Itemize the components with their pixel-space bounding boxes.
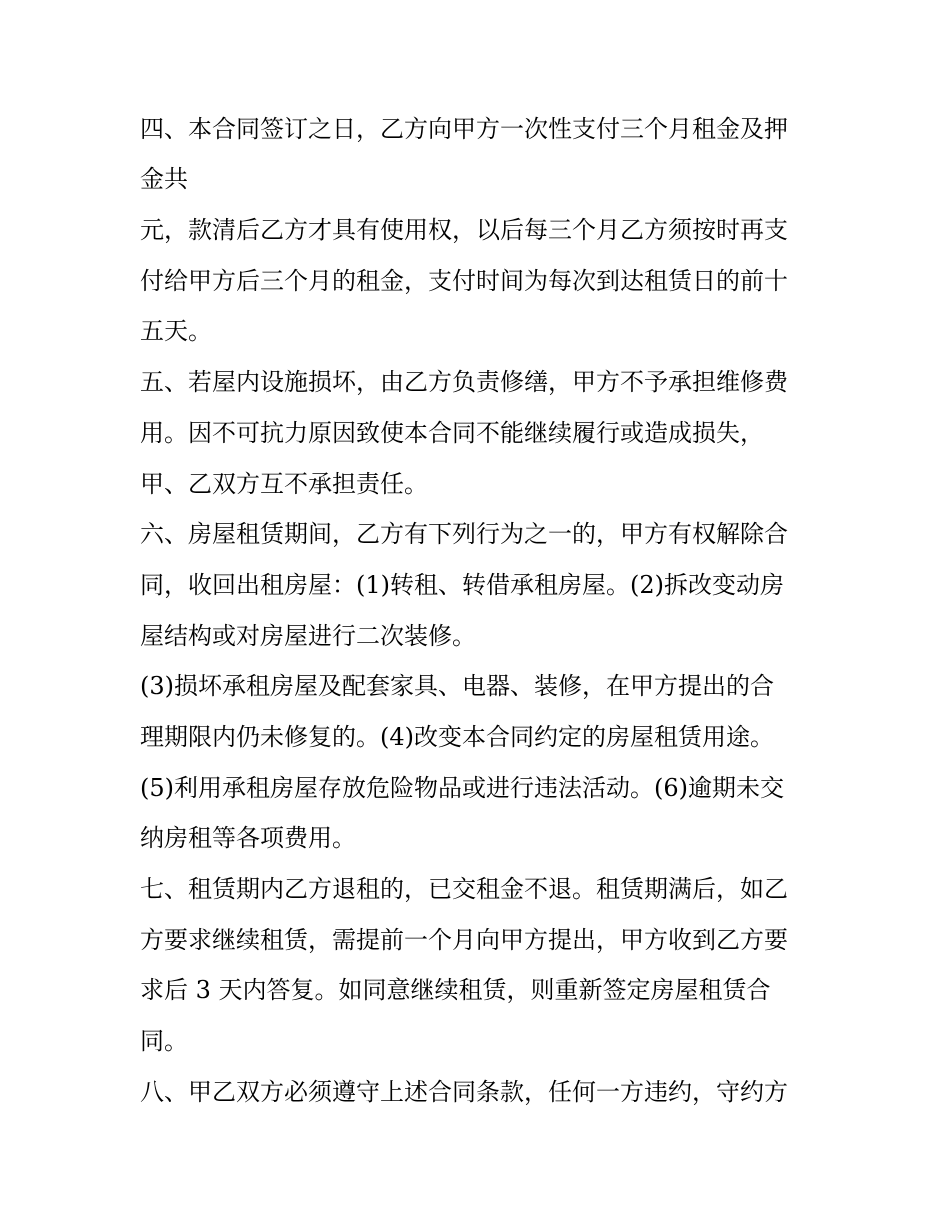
- text-line: 屋结构或对房屋进行二次装修。: [140, 622, 476, 650]
- text-line: 同。: [140, 1027, 188, 1055]
- text-line: 付给甲方后三个月的租金，支付时间为每次到达租赁日的前十: [140, 267, 788, 295]
- text-line: 五天。: [140, 317, 212, 345]
- text-line: (5)利用承租房屋存放危险物品或进行违法活动。(6)逾期未交: [140, 774, 784, 802]
- text-line: 六、房屋租赁期间，乙方有下列行为之一的，甲方有权解除合: [140, 520, 788, 548]
- text-line: 同，收回出租房屋：(1)转租、转借承租房屋。(2)拆改变动房: [140, 571, 784, 599]
- text-line: 纳房租等各项费用。: [140, 824, 356, 852]
- text-line: 理期限内仍未修复的。(4)改变本合同约定的房屋租赁用途。: [140, 723, 774, 751]
- text-line: 五、若屋内设施损坏，由乙方负责修缮，甲方不予承担维修费: [140, 368, 788, 396]
- text-line: 甲、乙双方互不承担责任。: [140, 470, 428, 498]
- text-line: 用。因不可抗力原因致使本合同不能继续履行或造成损失，: [140, 419, 764, 447]
- text-line: 七、租赁期内乙方退租的，已交租金不退。租赁期满后，如乙: [140, 875, 788, 903]
- text-line: 求后 3 天内答复。如同意继续租赁，则重新签定房屋租赁合: [140, 976, 771, 1004]
- text-line: 八、甲乙双方必须遵守上述合同条款，任何一方违约，守约方: [140, 1078, 788, 1106]
- text-line: (3)损坏承租房屋及配套家具、电器、装修，在甲方提出的合: [140, 672, 774, 700]
- text-line: 元，款清后乙方才具有使用权，以后每三个月乙方须按时再支: [140, 216, 788, 244]
- text-line: 金共: [140, 165, 188, 193]
- text-line: 方要求继续租赁，需提前一个月向甲方提出，甲方收到乙方要: [140, 926, 788, 954]
- text-line: 四、本合同签订之日，乙方向甲方一次性支付三个月租金及押: [140, 115, 788, 143]
